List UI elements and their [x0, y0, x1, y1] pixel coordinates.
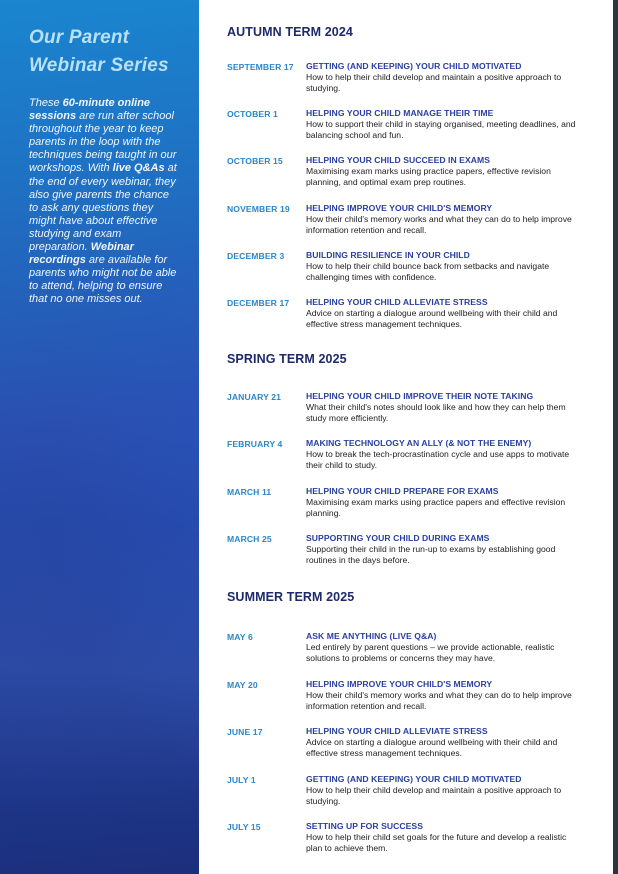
- session-title: HELPING YOUR CHILD SUCCEED IN EXAMS: [306, 155, 490, 165]
- session-title: HELPING YOUR CHILD IMPROVE THEIR NOTE TAKING: [306, 391, 534, 401]
- session-description: Led entirely by parent questions – we provide actionable, realistic solutions to problems or concerns they may have.: [306, 642, 555, 663]
- page-edge: [613, 0, 618, 874]
- session-description: Maximising exam marks using practice papers, effective revision planning, and optimal exam prep routines.: [306, 166, 551, 187]
- intro-part: are run after school throughout the year to keep parents in the loop with the techniques being taught in our workshops. With: [29, 110, 177, 175]
- session-description: How to support their child in staying organised, meeting deadlines, and balancing school and fun.: [306, 119, 576, 140]
- session-title: SETTING UP FOR SUCCESS: [306, 821, 423, 831]
- session-date: NOVEMBER 19: [227, 204, 290, 214]
- session-date: JANUARY 21: [227, 392, 282, 402]
- session-description: How their child's memory works and what they can do to help improve information retention and recall.: [306, 690, 572, 711]
- session-title: HELPING IMPROVE YOUR CHILD'S MEMORY: [306, 203, 493, 213]
- session-date: DECEMBER 3: [227, 251, 285, 261]
- session-description: How their child's memory works and what they can do to help improve information retention and recall.: [306, 214, 572, 235]
- session-title: ASK ME ANYTHING (LIVE Q&A): [306, 631, 437, 641]
- session-title: BUILDING RESILIENCE IN YOUR CHILD: [306, 250, 470, 260]
- session-date: MAY 6: [227, 632, 253, 642]
- session-title: HELPING YOUR CHILD MANAGE THEIR TIME: [306, 108, 494, 118]
- session-title: HELPING YOUR CHILD ALLEVIATE STRESS: [306, 297, 488, 307]
- intro-highlight-recordings: Webinar recordings: [29, 241, 134, 267]
- session-title: GETTING (AND KEEPING) YOUR CHILD MOTIVATED: [306, 61, 522, 71]
- session-date: SEPTEMBER 17: [227, 62, 294, 72]
- session-date: MARCH 25: [227, 534, 272, 544]
- intro-part: These: [29, 97, 63, 109]
- session-description: Advice on starting a dialogue around wellbeing with their child and effective stress management techniques.: [306, 308, 558, 329]
- session-title: HELPING IMPROVE YOUR CHILD'S MEMORY: [306, 679, 493, 689]
- intro-highlight-sessions: 60-minute online sessions: [29, 97, 151, 123]
- session-title: SUPPORTING YOUR CHILD DURING EXAMS: [306, 533, 490, 543]
- session-description: Advice on starting a dialogue around wellbeing with their child and effective stress management techniques.: [306, 737, 558, 758]
- intro-part: are available for parents who might not be able to attend, helping to ensure that no one misses out.: [29, 254, 177, 306]
- term-heading-autumn: AUTUMN TERM 2024: [227, 25, 353, 39]
- intro-part: at the end of every webinar, they also give parents the chance to ask any questions they might have about effective studying and exam preparation.: [29, 162, 177, 254]
- session-date: DECEMBER 17: [227, 298, 290, 308]
- session-title: HELPING YOUR CHILD PREPARE FOR EXAMS: [306, 486, 499, 496]
- session-title: MAKING TECHNOLOGY AN ALLY (& NOT THE ENEMY): [306, 438, 532, 448]
- session-title: GETTING (AND KEEPING) YOUR CHILD MOTIVATED: [306, 774, 522, 784]
- session-description: How to help their child develop and maintain a positive approach to studying.: [306, 785, 562, 806]
- session-description: How to help their child bounce back from setbacks and navigate challenging times with confidence.: [306, 261, 550, 282]
- sidebar-title: [29, 24, 189, 80]
- session-description: Maximising exam marks using practice papers and effective revision planning.: [306, 497, 566, 518]
- session-date: MAY 20: [227, 680, 258, 690]
- session-date: JUNE 17: [227, 727, 263, 737]
- intro-highlight-qa: live Q&As: [112, 162, 165, 175]
- session-description: What their child's notes should look like and how they can help them study more efficiently.: [306, 402, 566, 423]
- session-date: MARCH 11: [227, 487, 272, 497]
- session-date: OCTOBER 1: [227, 109, 278, 119]
- session-description: How to break the tech-procrastination cycle and use apps to motivate their child to study.: [306, 449, 570, 470]
- session-date: OCTOBER 15: [227, 156, 283, 166]
- session-description: How to help their child develop and maintain a positive approach to studying.: [306, 72, 562, 93]
- term-heading-spring: SPRING TERM 2025: [227, 352, 347, 366]
- session-date: FEBRUARY 4: [227, 439, 283, 449]
- sidebar-title-line2: Webinar Series: [29, 55, 169, 76]
- session-description: Supporting their child in the run-up to exams by establishing good routines in the days before.: [306, 544, 556, 565]
- session-title: HELPING YOUR CHILD ALLEVIATE STRESS: [306, 726, 488, 736]
- sidebar-intro-text: [29, 97, 177, 307]
- term-heading-summer: SUMMER TERM 2025: [227, 590, 355, 604]
- sidebar-panel: [0, 0, 199, 874]
- session-date: JULY 15: [227, 822, 261, 832]
- sidebar-title-line1: Our Parent: [29, 27, 130, 48]
- session-description: How to help their child set goals for the future and develop a realistic plan to achieve them.: [306, 832, 567, 853]
- session-date: JULY 1: [227, 775, 256, 785]
